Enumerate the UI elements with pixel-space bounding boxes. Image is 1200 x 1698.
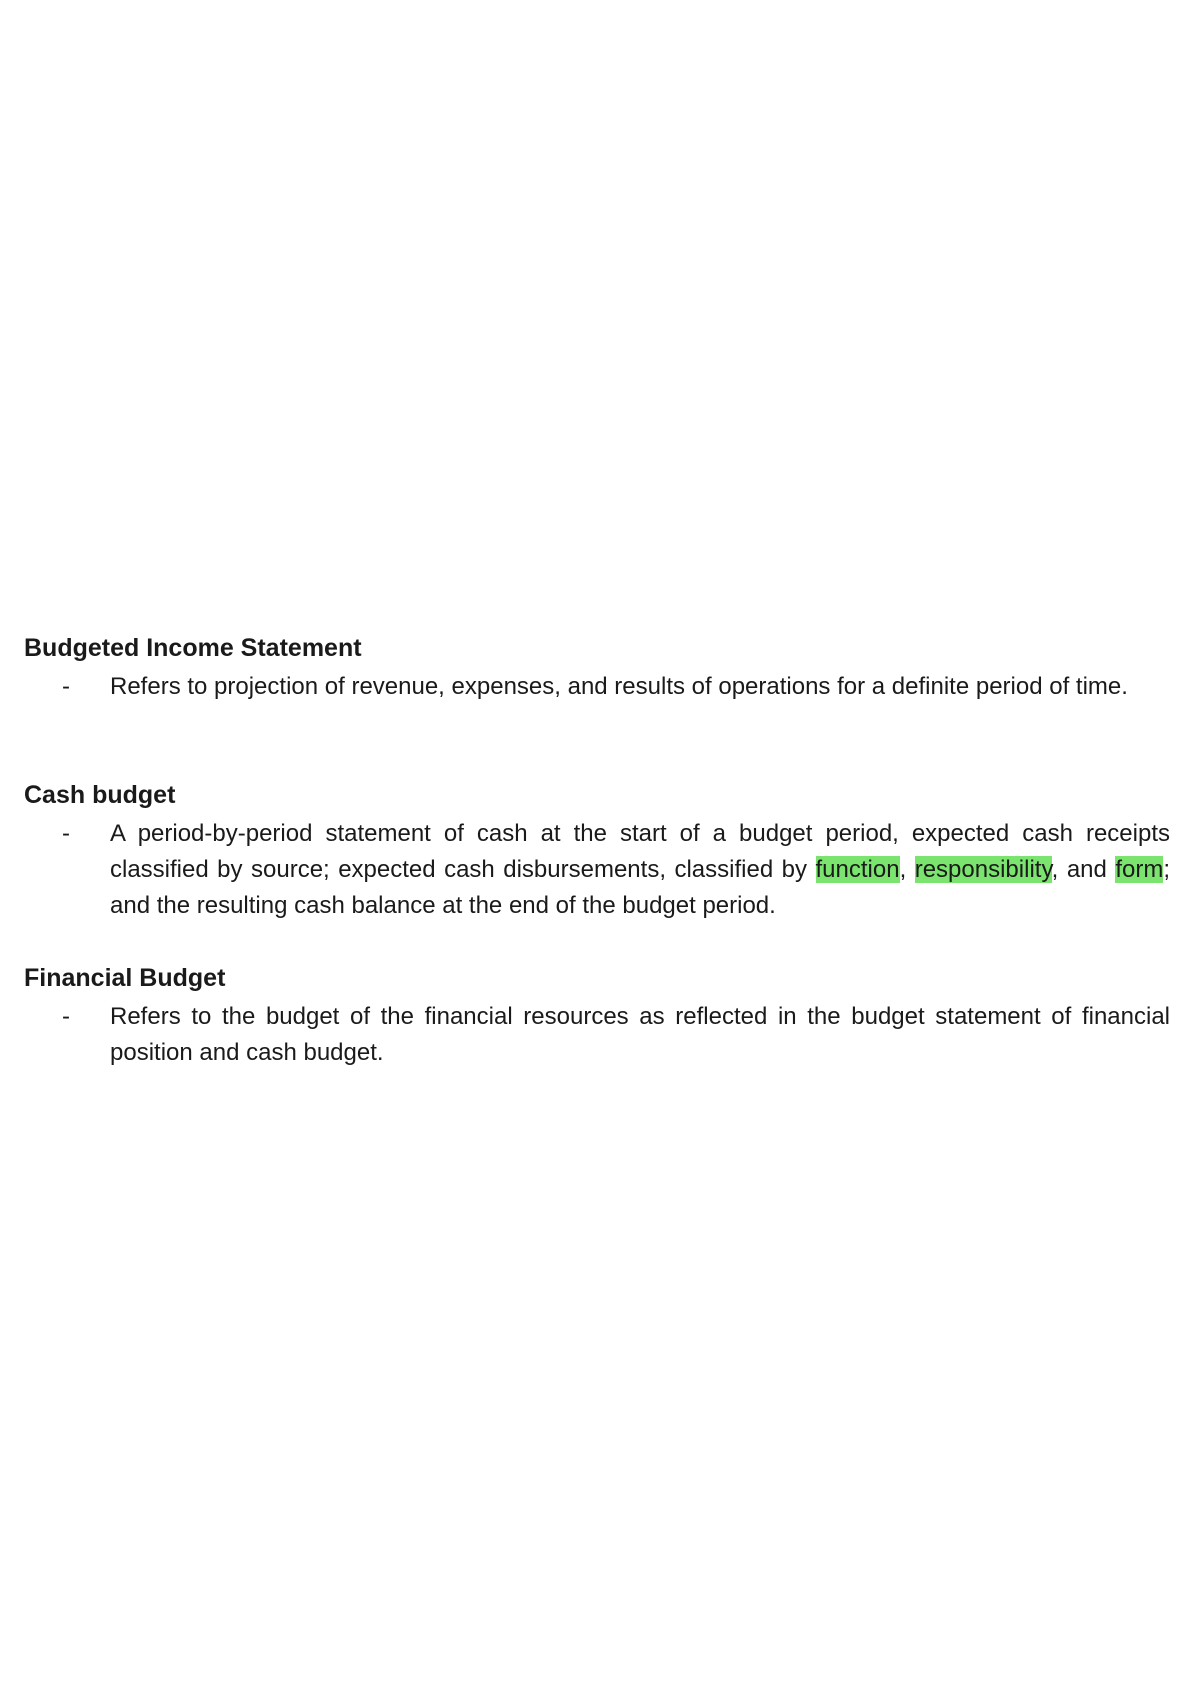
definition-text: Refers to the budget of the financial resources as reflected in the budget statement of financial position and cash budget. [110, 1003, 1170, 1066]
section-heading: Financial Budget [24, 964, 226, 992]
definition-text: Refers to projection of revenue, expenses, and results of operations for a definite period of time. [110, 673, 1128, 700]
highlighted-term: form [1115, 856, 1164, 883]
section-budgeted-income-statement [24, 633, 1170, 705]
definition-text-part: , [899, 856, 915, 883]
definition-text-part: , and [1051, 856, 1116, 883]
dash-bullet: - [62, 1003, 70, 1030]
dash-bullet: - [62, 820, 70, 847]
definition-text-part: ; and the resulting cash balance at the end of the budget period. [110, 856, 1171, 919]
list-item [24, 816, 1170, 924]
section-cash-budget [24, 780, 1170, 924]
section-heading: Budgeted Income Statement [24, 634, 362, 662]
section-heading: Cash budget [24, 781, 176, 809]
highlighted-term: function [815, 856, 900, 883]
dash-bullet: - [62, 673, 70, 700]
section-financial-budget [24, 963, 1170, 1071]
highlighted-term: responsibility [914, 856, 1052, 883]
list-item [24, 999, 1170, 1071]
definition-text-part: A period-by-period statement of cash at the start of a budget period, expected cash receipts classified by source; expected cash disbursements, classified by [110, 820, 1170, 883]
list-item [24, 669, 1170, 705]
